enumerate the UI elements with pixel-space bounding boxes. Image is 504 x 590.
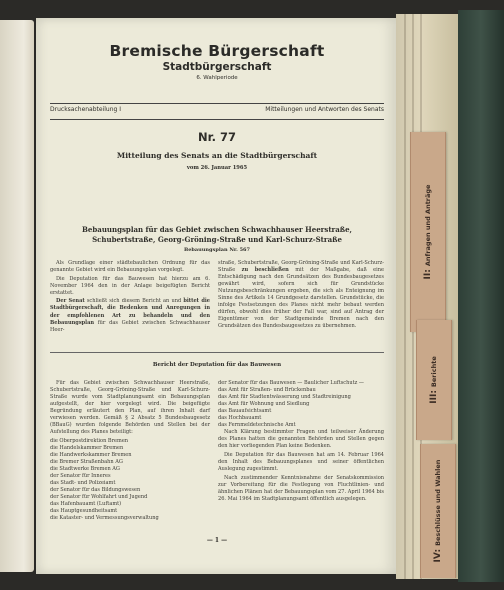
list-item: das Hauptgesundheitsamt <box>50 508 118 515</box>
plan-title-line-1: Bebauungsplan für das Gebiet zwischen Schwachhauser Heerstraße, <box>82 225 352 234</box>
list-item: das Fernmeldetechnische Amt <box>218 422 296 429</box>
intro-column-left <box>50 260 210 335</box>
tab-beschluesse[interactable] <box>420 444 456 578</box>
list-item: das Hochbauamt <box>218 415 262 422</box>
list-item: das Amt für Stadtentwässerung und Stadtreinigung <box>218 394 351 401</box>
tab-roman-numeral: IV: <box>433 548 443 563</box>
list-item: der Senator für Inneres <box>50 473 111 480</box>
list-item: das Bauaufsichtsamt <box>218 408 272 415</box>
document-date: vom 26. Januar 1965 <box>186 165 248 171</box>
list-item: die Handwerkskammer Bremen <box>50 452 132 459</box>
list-item: das Amt für Wohnung und Siedlung <box>218 401 310 408</box>
tab-berichte[interactable] <box>416 320 452 440</box>
section-rule <box>50 352 384 353</box>
plan-number: Bebauungsplan Nr. 567 <box>183 247 251 253</box>
body-paragraph: Für das Gebiet zwischen Schwachhauser Heerstraße, Schubertstraße, Georg-Gröning-Straße und Karl-Schurz-Straße wurde vom Stadtplanungsamt ein Bebauungsplan aufgestellt, der hier vorgelegt wird. Die beigefügte Begründung erläutert den Plan, auf ihren Inhalt darf verwiesen werden. Gemäß § 2 Absatz 5 Bundesbaugesetz (BBauG) wurden folgende Behörden und Stellen bei der Aufstellung des Planes beteiligt: <box>50 380 210 436</box>
intro-paragraph: Die Deputation für das Bauwesen hat hierzu am 6. November 1964 den in der Anlage beigefügten Bericht erstattet. <box>50 275 210 296</box>
intro-paragraph: Als Grundlage einer städtebaulichen Ordnung für das genannte Gebiet wird ein Bebauungsplan vorgelegt. <box>50 260 210 274</box>
binder-page-stack <box>396 14 458 579</box>
intro-column-right <box>218 260 384 332</box>
body-column-right <box>218 380 384 505</box>
tab-anfragen[interactable] <box>410 132 446 332</box>
tab-label: Anfragen und Anträge <box>424 184 432 267</box>
section-title: Bericht der Deputation für das Bauwesen <box>152 362 282 368</box>
body-paragraph: Die Deputation für das Bauwesen hat am 14. Februar 1964 den Inhalt des Bebauungsplanes und seiner öffentlichen Auslegung zugestimmt. <box>218 452 384 473</box>
plan-title-line-2: Schubertstraße, Georg-Gröning-Straße und Karl-Schurz-Straße <box>92 234 342 244</box>
document-heading: Mitteilung des Senats an die Stadtbürgerschaft <box>116 151 318 160</box>
previous-page-edge <box>0 20 34 572</box>
header-rule-bottom <box>50 119 384 120</box>
authority-list-left <box>50 438 210 523</box>
list-item: die Handelskammer Bremen <box>50 445 124 452</box>
list-item: die Stadtwerke Bremen AG <box>50 466 120 473</box>
list-item: das Hafenbauamt (Luftamt) <box>50 501 122 508</box>
intro-paragraph: straße, Schubertstraße, Georg-Gröning-Straße und Karl-Schurz-Straße zu beschließen mit der Maßgabe, daß eine Entschädigung nach den Grundsätzen des Bundesbaugesetzes gewährt wird, sofern sich für Grundstücke Nutzungsbeschränkungen ergeben, die sich als Enteignung im Sinne des Artikels 14 Grundgesetz darstellen. Grundstücke, die infolge Festsetzungen des Planes nicht mehr bebaut werden dürfen, obwohl dies früher der Fall war, sind auf Antrag der Eigentümer von der Stadtgemeinde Bremen nach den Grundsätzen des Bundesbaugesetzes zu übernehmen. <box>218 260 384 330</box>
list-item: die Kataster- und Vermessungsverwaltung <box>50 515 159 522</box>
body-column-left <box>50 380 210 523</box>
document-page <box>36 18 398 574</box>
list-item: der Senator für Wohlfahrt und Jugend <box>50 494 148 501</box>
list-item: das Stadt- und Polizeiamt <box>50 480 116 487</box>
tab-label: Berichte <box>430 356 438 388</box>
plan-title <box>66 225 368 244</box>
page-number: — 1 — <box>206 537 228 544</box>
legislative-period: 6. Wahlperiode <box>196 75 238 81</box>
list-item: der Senator für das Bauwesen — Baulicher Luftschutz — <box>218 380 364 386</box>
document-category: Mitteilungen und Antworten des Senats <box>265 106 384 113</box>
chamber-subtitle: Stadtbürgerschaft <box>162 61 272 73</box>
list-item: der Senator für das Bildungswesen <box>50 487 141 494</box>
body-paragraph: Nach Klärung bestimmter Fragen und teilweiser Änderung des Planes hatten die genannten Behörden und Stellen gegen den hier vorliegenden Plan keine Bedenken. <box>218 429 384 450</box>
list-item: die Bremer Straßenbahn AG <box>50 459 123 466</box>
authority-list-right <box>218 380 384 429</box>
binder-spine <box>458 10 504 582</box>
tab-roman-numeral: II: <box>423 269 433 280</box>
header-rule-top <box>50 103 384 104</box>
department-label: Drucksachenabteilung I <box>50 106 122 113</box>
document-number: Nr. 77 <box>197 130 237 144</box>
list-item: die Oberpostdirektion Bremen <box>50 437 129 444</box>
parliament-title: Bremische Bürgerschaft <box>109 42 325 60</box>
tab-roman-numeral: III: <box>429 390 439 404</box>
intro-paragraph: Der Senat schließt sich diesem Bericht an und bittet die Stadtbürgerschaft, die Bedenken und Anregungen in der empfohlenen Art zu behandeln und den Bebauungsplan für das Gebiet zwischen Schwachhauser Heer- <box>50 298 210 333</box>
tab-label: Beschlüsse und Wahlen <box>434 459 442 546</box>
body-paragraph: Nach zustimmender Kenntnisnahme der Senatskommission zur Vorbereitung für die Festlegung von Fluchtlinien- und ähnlichen Plänen hat der Bebauungsplan vom 27. April 1964 bis 26. Mai 1964 im Stadtplanungsamt öffentlich ausgelegen. <box>218 474 384 502</box>
list-item: das Amt für Straßen- und Brückenbau <box>218 387 316 394</box>
document-header <box>36 42 398 81</box>
department-bar <box>50 106 384 113</box>
